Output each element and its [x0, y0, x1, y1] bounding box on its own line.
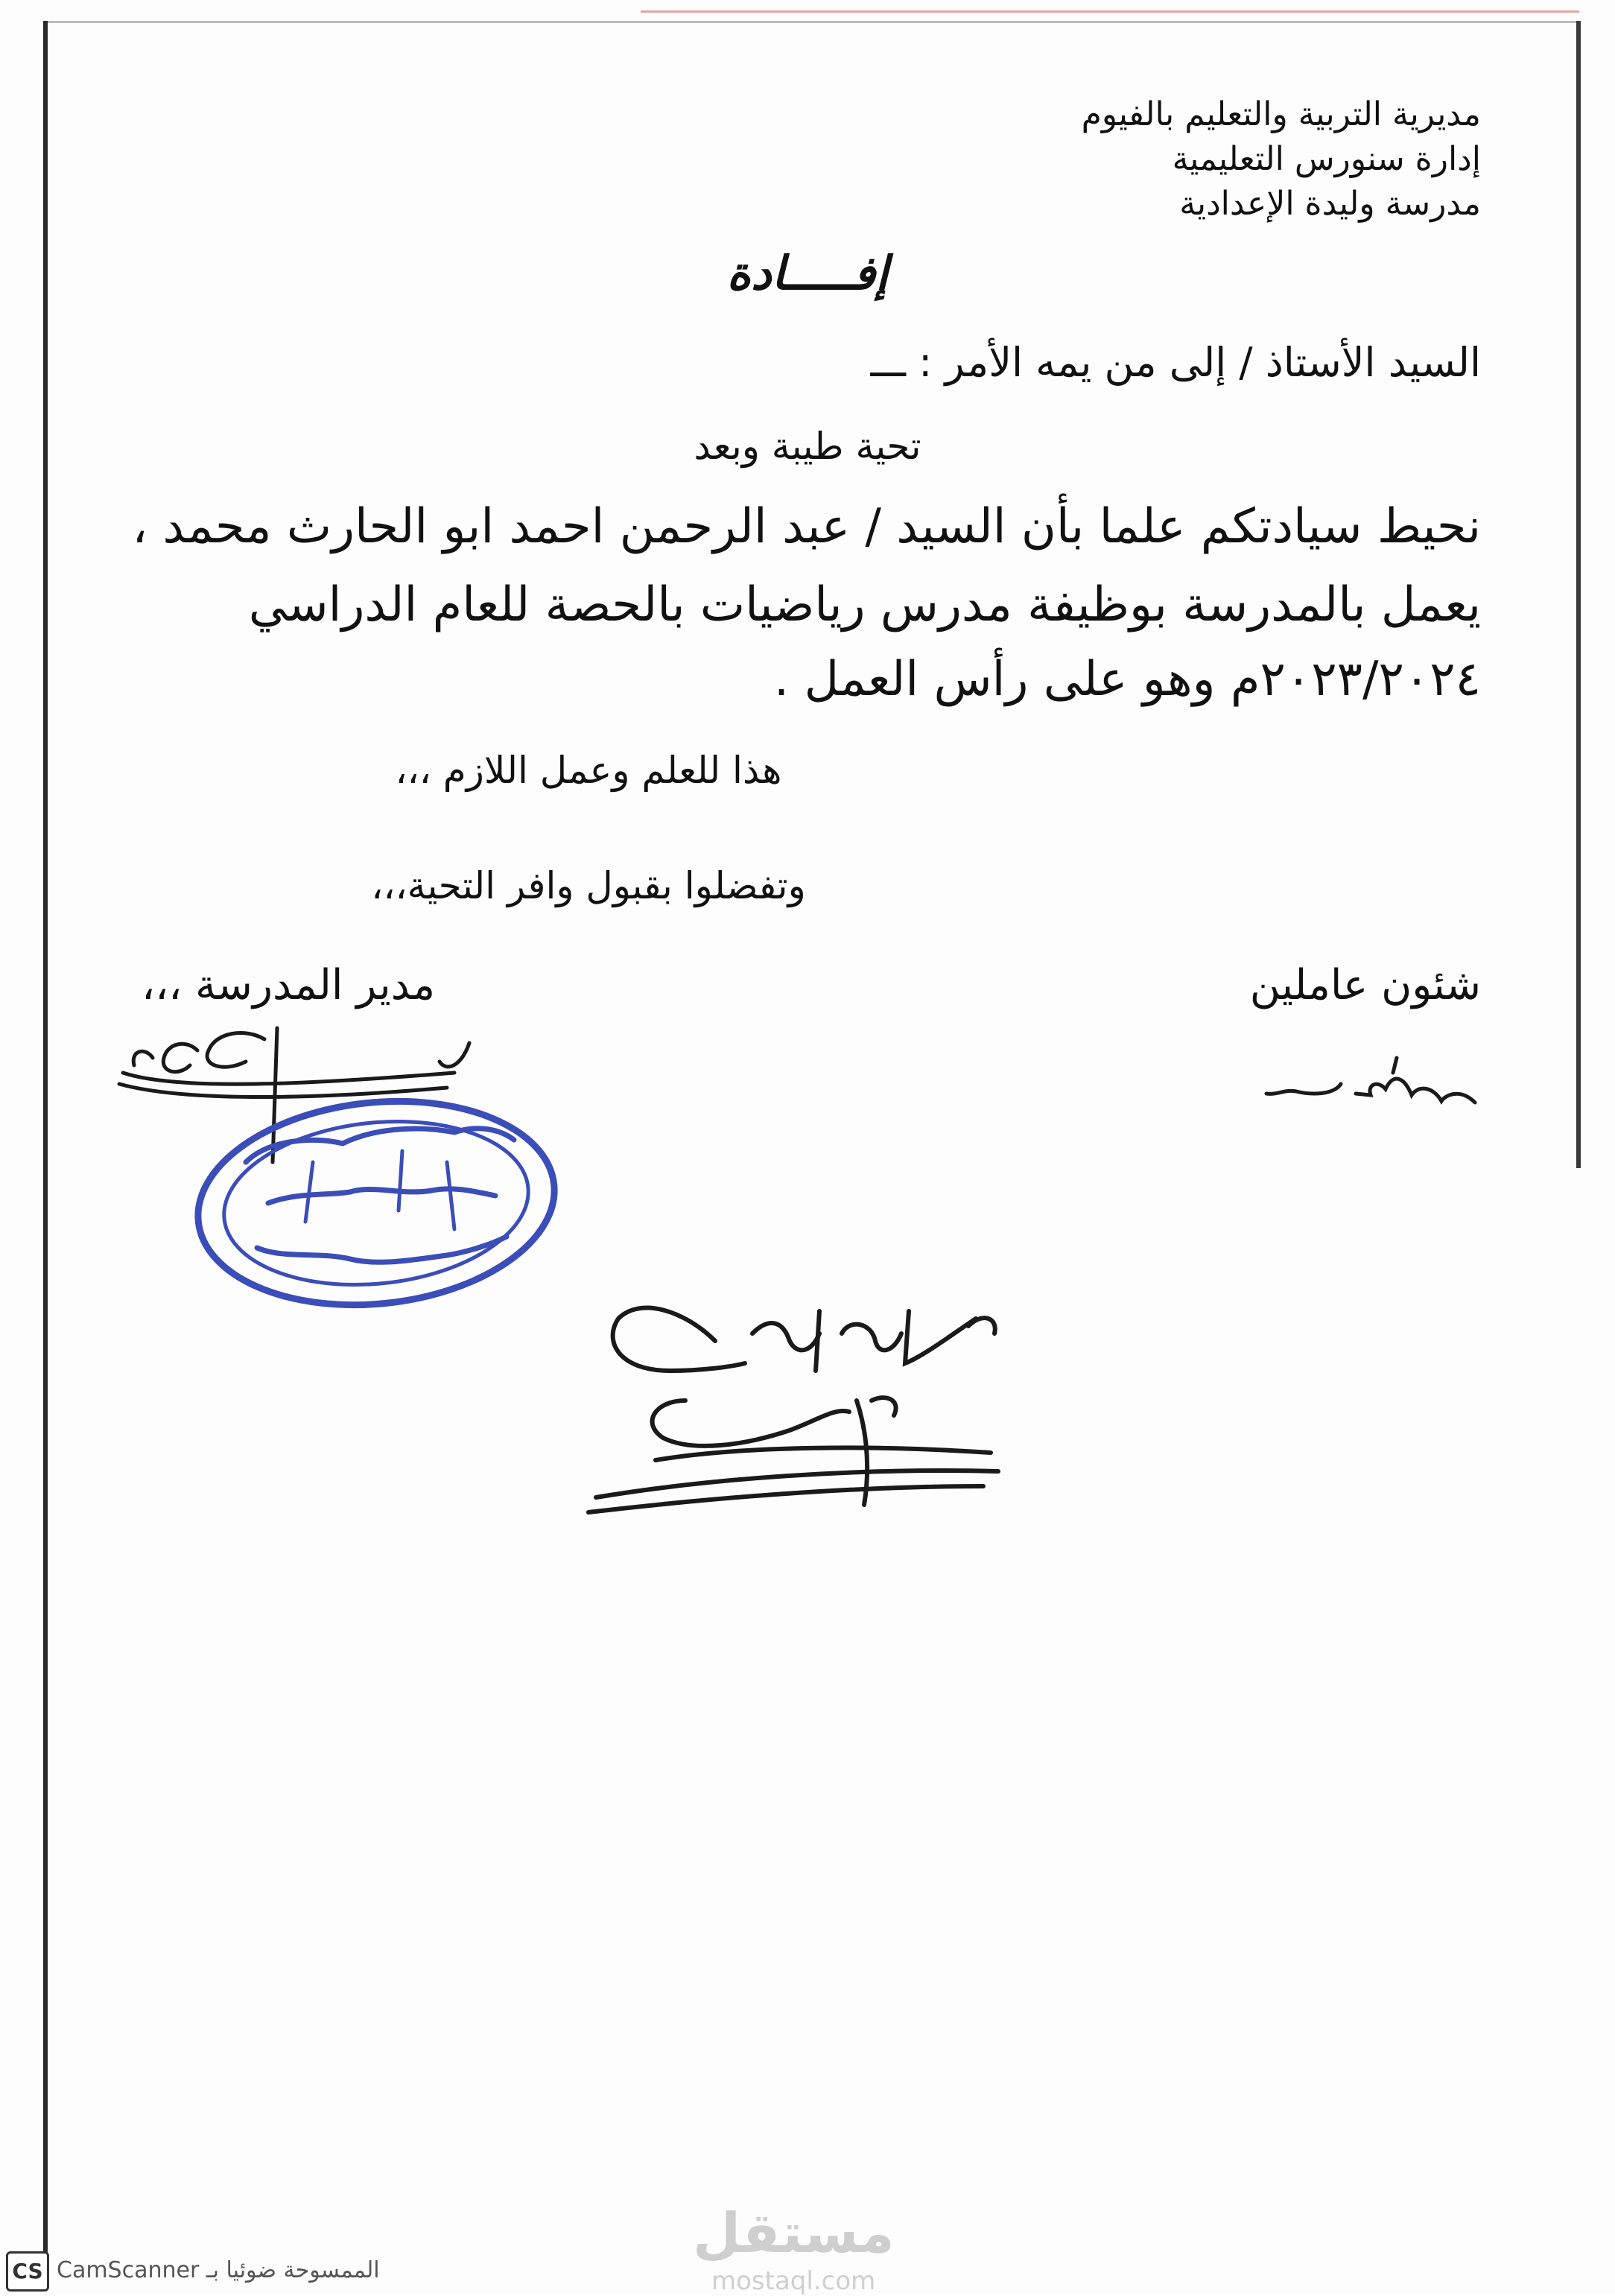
watermark-arabic: مستقل: [693, 2201, 895, 2265]
addressee-line: السيد الأستاذ / إلى من يمه الأمر : ـــ: [870, 339, 1481, 386]
hr-affairs-label: شئون عاملين: [1249, 961, 1481, 1009]
school-stamp: [188, 1085, 565, 1322]
greeting-line: تحية طيبة وبعد: [694, 425, 921, 468]
body-line-2: يعمل بالمدرسة بوظيفة مدرس رياضيات بالحصة للعام الدراسي: [248, 577, 1481, 632]
header-administration: إدارة سنورس التعليمية: [1172, 140, 1481, 178]
school-principal-label: مدير المدرسة ،،،: [142, 961, 436, 1009]
header-school: مدرسة وليدة الإعدادية: [1179, 185, 1481, 223]
watermark-url: mostaql.com: [711, 2266, 876, 2296]
hr-signature-scribble: [1266, 1058, 1475, 1103]
document-title: إفـــــادة: [726, 246, 889, 300]
body-line-1: نحيط سيادتكم علما بأن السيد / عبد الرحمن احمد ابو الحارث محمد ،: [132, 499, 1481, 554]
camscanner-caption: الممسوحة ضوئيا بـ CamScanner: [57, 2257, 380, 2283]
closing-line-2: وتفضلوا بقبول وافر التحية،،،: [371, 864, 806, 907]
closing-line-1: هذا للعلم وعمل اللازم ،،،: [395, 749, 782, 792]
header-directorate: مديرية التربية والتعليم بالفيوم: [1081, 95, 1481, 133]
body-line-3: ٢٠٢٣/٢٠٢٤م وهو على رأس العمل .: [773, 652, 1481, 707]
camscanner-logo-icon: CS: [6, 2251, 49, 2292]
principal-signature: [588, 1308, 998, 1512]
camscanner-footer: [0, 2245, 402, 2295]
